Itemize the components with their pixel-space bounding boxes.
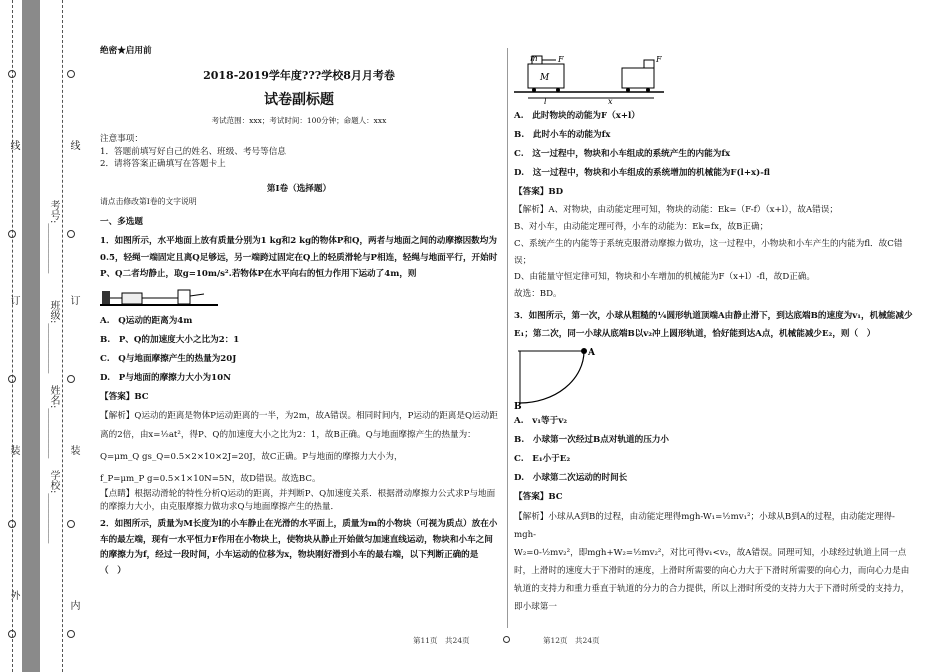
q2-answer: 【答案】BD (514, 186, 564, 197)
margin-circle (8, 520, 16, 528)
notice-item: 2．请将答案正确填写在答题卡上 (100, 159, 226, 170)
q1-option-b: B. P、Q的加速度大小之比为2：1 (100, 334, 240, 345)
margin-circle (8, 70, 16, 78)
fig-label-f2: F (656, 55, 662, 64)
field-school: 学校:__________ (48, 470, 59, 544)
q2-option-a: A. 此时物块的动能为F（x+l） (514, 111, 640, 121)
q2-option-d: D. 这一过程中，物块和小车组成的系统增加的机械能为F(l+x)-fl (514, 167, 771, 178)
notice-item: 1．答题前填写好自己的姓名、班级、考号等信息 (100, 146, 286, 157)
field-name: 姓名:__________ (48, 385, 59, 459)
q1-analysis: 【解析】Q运动的距离是物体P运动距离的一半，为2m，故A错误。相同时间内，P运动的距离是Q运动距离的2倍，由x=½at²，得P、Q的加速度大小之比为2：1，故B正确。Q与地面摩擦产生的热量为： (100, 411, 498, 440)
q1-point: 【点睛】根据动滑轮的特性分析Q运动的距离，并判断P、Q加速度关系．根据滑动摩擦力公式求P与地面的摩擦力大小，由克服摩擦力做功求Q与地面摩擦产生的热量． (100, 488, 496, 512)
question-3: 3．如图所示，第一次，小球从粗糙的¼圆形轨道顶端A由静止滑下，到达底端B的速度为v₁，机械能减少E₁；第二次，同一小球从底端B以v₂冲上圆形轨道，恰好能到达A点，机械能减少E₂，则（ ） (514, 310, 913, 339)
fig-label-b: B (514, 402, 522, 413)
outer-label-xian: 线 (8, 140, 19, 150)
secret-mark: 绝密★启用前 (100, 46, 152, 56)
margin-circle (67, 70, 75, 78)
margin-circle (67, 520, 75, 528)
margin-circle (8, 375, 16, 383)
margin-circle (67, 630, 75, 638)
q1-answer: 【答案】BC (100, 391, 149, 402)
q3-analysis: W₂=0-½mv₂²，即mgh+W₂=½mv₂²，对比可得v₁<v₂，故A错误。同理可知，小球经过轨道上同一点时，上滑时的速度大于下滑时的速度，上滑时所需要的向心力大于下滑时所需要的向心力，而向心力是由轨道的支持力和重力垂直于轨道的分力的合力提供，所以上滑时所受的支持力大于下滑时所受的支持力，即小球第一 (514, 547, 910, 612)
q1-analysis-formula: f_P=μm_P g=0.5×1×10N=5N，故D错误。故选BC。 (100, 473, 321, 484)
outer-label-zhuang: 装 (8, 445, 19, 455)
fig-label-a: A (588, 348, 595, 359)
binding-gray-strip (22, 0, 40, 672)
margin-circle (67, 375, 75, 383)
part-title: 一、多选题 (100, 216, 143, 227)
q3-option-d: D. 小球第二次运动的时间长 (514, 472, 628, 483)
inner-label-xian: 线 (68, 140, 79, 150)
margin-circle (67, 230, 75, 238)
q1-option-c: C. Q与地面摩擦产生的热量为20J (100, 353, 237, 364)
outer-dash-line (12, 0, 13, 672)
fig-label-l: l (544, 97, 547, 106)
q2-analysis: 故选：BD。 (514, 289, 562, 300)
inner-dash-line (62, 0, 63, 672)
margin-circle (8, 230, 16, 238)
q1-option-a: A. Q运动的距离为4m (100, 316, 193, 327)
q3-option-c: C. E₁小于E₂ (514, 453, 571, 464)
inner-label-ding: 订 (68, 295, 79, 305)
fig-label-m: m (530, 54, 538, 63)
q2-figure (514, 52, 664, 104)
exam-title: 2018-2019学年度???学校8月月考卷 (203, 68, 395, 82)
outer-label-ding: 订 (8, 295, 19, 305)
binding-margin (0, 0, 96, 672)
q2-analysis: 【解析】A、对物块，由动能定理可知，物块的动能：Ek=（F-f）（x+l），故A错误； (514, 205, 838, 216)
q2-option-c: C. 这一过程中，物块和小车组成的系统产生的内能为fx (514, 148, 731, 159)
q1-option-d: D. P与地面的摩擦力大小为10N (100, 372, 231, 383)
outer-label-wai: 外 (8, 590, 19, 600)
center-circle (503, 636, 510, 643)
q1-analysis-formula: Q=μm_Q gs_Q=0.5×2×10×2J=20J，故C正确。P与地面的摩擦力大小为， (100, 451, 403, 462)
left-page-footer: 第11页 共24页 (413, 636, 470, 645)
right-page (514, 48, 914, 616)
section-note: 请点击修改第I卷的文字说明 (100, 197, 197, 207)
section-title: 第I卷（选择题） (266, 184, 332, 195)
right-page-footer: 第12页 共24页 (543, 636, 600, 645)
column-divider (507, 48, 508, 628)
inner-label-zhuang: 装 (68, 445, 79, 455)
q3-analysis: 【解析】小球从A到B的过程，由动能定理得mgh-W₁=½mv₁²；小球从B到A的过程，由动能定理得-mgh- (514, 511, 895, 540)
field-class: 班级:__________ (48, 300, 59, 374)
q1-figure (100, 287, 220, 309)
notice-title: 注意事项： (100, 133, 143, 144)
fig-label-f1: F (558, 55, 564, 64)
q3-figure (514, 347, 595, 413)
question-1: 1．如图所示，水平地面上放有质量分别为1 kg和2 kg的物体P和Q，两者与地面之间的动摩擦因数均为0.5，轻绳一端固定且离Q足够远，另一端跨过固定在Q上的轻质滑轮与P相连，轻绳与地面平行，开始时P、Q二者均静止，取g=10m/s².若物体P在水平向右的恒力作用下运动了4m，则 (100, 235, 498, 280)
field-id: 考号:__________ (48, 200, 59, 274)
exam-info: 考试范围：xxx；考试时间：100分钟；命题人：xxx (211, 116, 387, 126)
q2-analysis: D、由能量守恒定律可知，物块和小车增加的机械能为F（x+l）-fl，故D正确。 (514, 272, 815, 283)
exam-subtitle: 试卷副标题 (264, 92, 334, 109)
q2-analysis: C、系统产生的内能等于系统克服滑动摩擦力做功，这一过程中，小物块和小车产生的内能为fl．故C错误； (514, 238, 903, 266)
q2-option-b: B. 此时小车的动能为fx (514, 129, 611, 140)
fig-label-M: M (540, 73, 550, 83)
q2-analysis: B、对小车，由动能定理可得，小车的动能为：Ek=fx，故B正确； (514, 222, 769, 233)
q3-answer: 【答案】BC (514, 491, 563, 502)
fig-label-x: x (608, 97, 613, 106)
question-2: 2．如图所示，质量为M长度为l的小车静止在光滑的水平面上，质量为m的小物块（可视为质点）放在小车的最左端，现有一水平恒力F作用在小物块上，使物块从静止开始做匀加速直线运动，物块和小车之间的摩擦力为f，经过一段时间，小车运动的位移为x，物块刚好滑到小车的最右端，以下判断正确的是（ ） (100, 519, 498, 576)
left-page (100, 45, 498, 579)
q3-option-b: B. 小球第一次经过B点对轨道的压力小 (514, 434, 670, 445)
inner-label-nei: 内 (68, 600, 79, 610)
margin-circle (8, 630, 16, 638)
q3-option-a: A. v₁等于v₂ (514, 416, 567, 427)
